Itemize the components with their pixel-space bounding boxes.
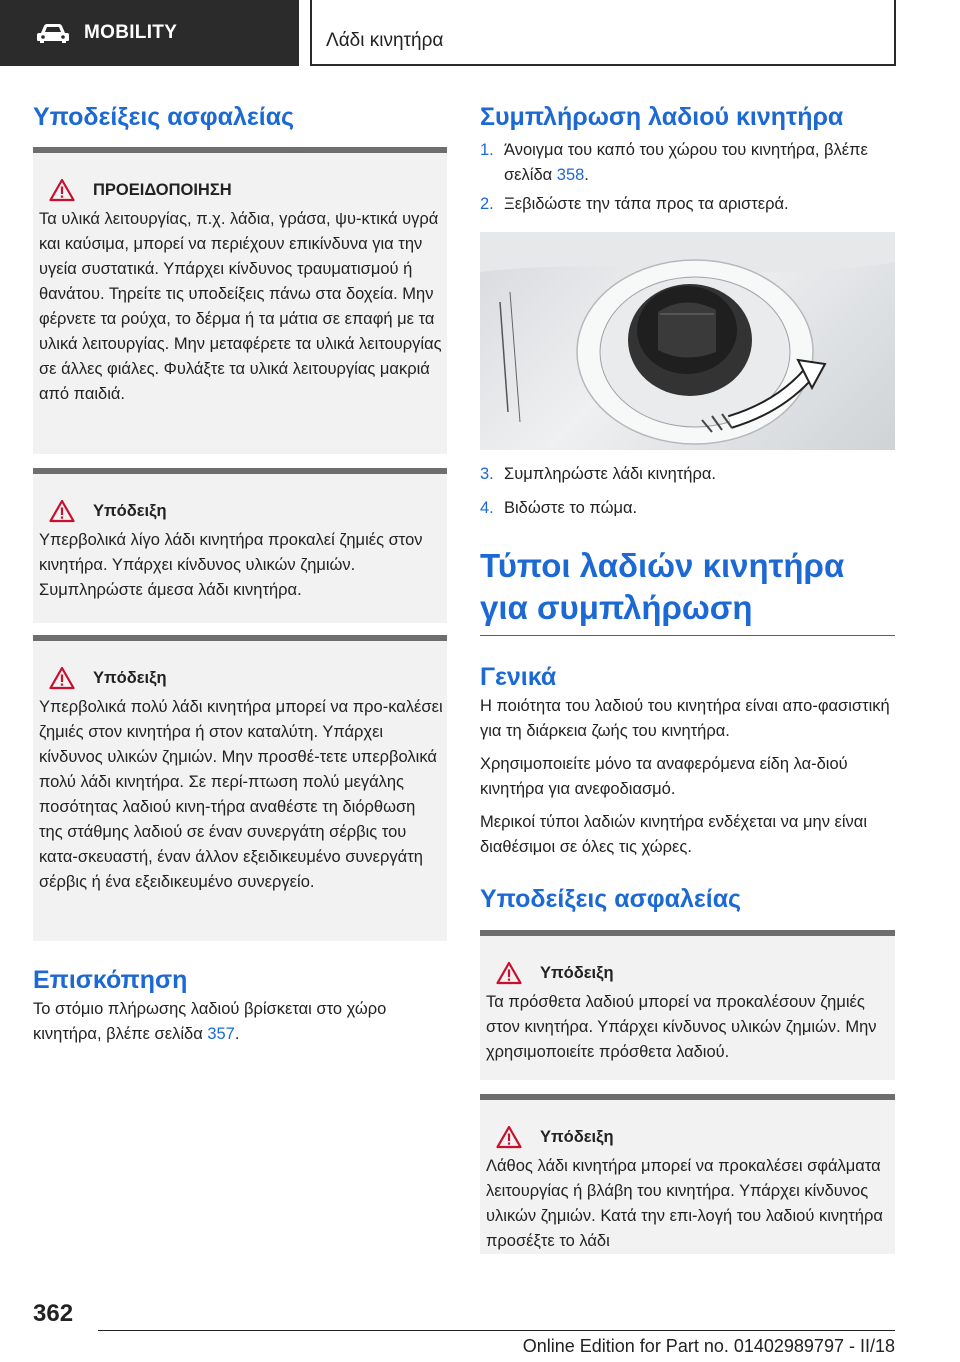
general-paragraph-1: Η ποιότητα του λαδιού του κινητήρα είναι απο-φασιστική για τη διάρκεια ζωής του κινητήρα. [480, 697, 890, 740]
step-text-main: Άνοιγμα του καπό του χώρου του κινητήρα, βλέπε σελίδα [504, 141, 868, 184]
note-box-3 [480, 930, 895, 1080]
list-item [480, 462, 895, 487]
steps-list-a [480, 138, 895, 217]
footer-divider [98, 1330, 895, 1331]
list-item [480, 192, 895, 217]
general-heading: Γενικά [480, 663, 557, 691]
note-box-1 [33, 468, 447, 623]
overview-heading: Επισκόπηση [33, 966, 188, 994]
oil-cap-photo [480, 232, 895, 450]
steps-list-b [480, 462, 895, 521]
note-box-3-title: Υπόδειξη [540, 963, 614, 982]
warning-triangle-icon [49, 178, 75, 202]
page-number: 362 [33, 1300, 74, 1327]
safety-heading-left: Υποδείξεις ασφαλείας [33, 103, 295, 131]
edition-text: Online Edition for Part no. 01402989797 - II/18 [522, 1336, 895, 1356]
fill-heading: Συμπλήρωση λαδιού κινητήρα [480, 103, 844, 131]
step-text: Συμπληρώστε λάδι κινητήρα. [504, 465, 716, 483]
safety-heading-right: Υποδείξεις ασφαλείας [480, 885, 742, 913]
types-heading-block [480, 545, 895, 636]
step-text: Ξεβιδώστε την τάπα προς τα αριστερά. [504, 195, 789, 213]
types-heading: Τύποι λαδιών κινητήρα για συμπλήρωση [480, 547, 845, 626]
step-number: 2. [480, 195, 494, 213]
warning-triangle-icon [496, 1125, 522, 1149]
brand-label: MOBILITY [84, 22, 178, 43]
step-page-link[interactable]: 358 [556, 166, 585, 184]
step-number: 4. [480, 499, 494, 517]
section-title: Λάδι κινητήρα [310, 0, 896, 66]
step-number: 3. [480, 465, 494, 483]
note-box-2-text: Υπερβολικά πολύ λάδι κινητήρα μπορεί να προ-καλέσει ζημιές στον κινητήρα ή στον καταλύτη. Υπάρχει κίνδυνος υλικών ζημιών. Μην προσθέ-τετε υπερβολικά πολύ λάδι κινητήρα. Σε περί-πτωση πολύ μεγάλης ποσότητας λαδιού κινη-τήρα αναθέστε τη διόρθωση της στάθμης λαδιού σε έναν συνεργάτη σέρβις του κατα-σκευαστή, έναν άλλον εξειδικευμένο συνεργάτη σέρβις ή ένα εξειδικευμένο συνεργείο. [39, 698, 443, 891]
brand-tab [0, 0, 299, 66]
car-icon [36, 22, 70, 44]
note-box-4 [480, 1094, 895, 1254]
note-box-4-text: Λάθος λάδι κινητήρα μπορεί να προκαλέσει σφάλματα λειτουργίας ή βλάβη του κινητήρα. Υπάρχει κίνδυνος υλικών ζημιών. Κατά την επι-λογή του λαδιού κινητήρα προσέξτε το λάδι [486, 1157, 883, 1250]
warning-box-header [39, 175, 443, 205]
note-box-3-header [486, 958, 891, 988]
step-text [504, 138, 895, 188]
step-number: 1. [480, 141, 494, 159]
overview-paragraph [33, 997, 447, 1047]
note-box-2 [33, 635, 447, 941]
note-box-1-title: Υπόδειξη [93, 501, 167, 520]
note-box-2-title: Υπόδειξη [93, 668, 167, 687]
overview-page-link[interactable]: 357 [207, 1025, 235, 1043]
warning-triangle-icon [496, 961, 522, 985]
warning-box-title: ΠΡΟΕΙΔΟΠΟΙΗΣΗ [93, 180, 232, 199]
oil-filler-cap-illustration [480, 232, 895, 450]
step-text: Βιδώστε το πώμα. [504, 499, 638, 517]
list-item [480, 138, 895, 188]
list-item [480, 496, 895, 521]
note-box-4-header [486, 1122, 891, 1152]
page-header [0, 0, 960, 66]
warning-triangle-icon [49, 666, 75, 690]
general-paragraph-2: Χρησιμοποιείτε μόνο τα αναφερόμενα είδη λα-διού κινητήρα για ανεφοδιασμό. [480, 755, 848, 798]
note-box-1-text: Υπερβολικά λίγο λάδι κινητήρα προκαλεί ζημιές στον κινητήρα. Υπάρχει κίνδυνος υλικών ζημιών. Συμπληρώστε άμεσα λάδι κινητήρα. [39, 531, 423, 599]
left-column [33, 100, 447, 1047]
note-box-2-header [39, 663, 443, 693]
overview-end: . [234, 1025, 240, 1043]
warning-triangle-icon [49, 499, 75, 523]
step-text-end: . [584, 166, 589, 184]
general-paragraph-3: Μερικοί τύποι λαδιών κινητήρα ενδέχεται να μην είναι διαθέσιμοι σε όλες τις χώρες. [480, 813, 868, 856]
note-box-1-header [39, 496, 443, 526]
right-column [480, 100, 895, 1254]
note-box-4-title: Υπόδειξη [540, 1127, 614, 1146]
note-box-3-text: Τα πρόσθετα λαδιού μπορεί να προκαλέσουν ζημιές στον κινητήρα. Υπάρχει κίνδυνος υλικών ζημιών. Μην χρησιμοποιείτε πρόσθετα λαδιού. [486, 993, 877, 1061]
warning-box [33, 147, 447, 454]
overview-text: Το στόμιο πλήρωσης λαδιού βρίσκεται στο χώρο κινητήρα, βλέπε σελίδα [33, 1000, 387, 1043]
warning-box-text: Τα υλικά λειτουργίας, π.χ. λάδια, γράσα, ψυ-κτικά υγρά και καύσιμα, μπορεί να περιέχουν επικίνδυνα για την υγεία συστατικά. Υπάρχει κίνδυνος τραυματισμού ή θανάτου. Τηρείτε τις υποδείξεις πάνω στα δοχεία. Μην φέρνετε τα ρούχα, το δέρμα ή τα μάτια σε επαφή με τα υλικά λειτουργίας. Μην μεταφέρετε τα υλικά λειτουργίας σε άλλες φιάλες. Φυλάξτε τα υλικά λειτουργίας μακριά από παιδιά. [39, 210, 442, 403]
